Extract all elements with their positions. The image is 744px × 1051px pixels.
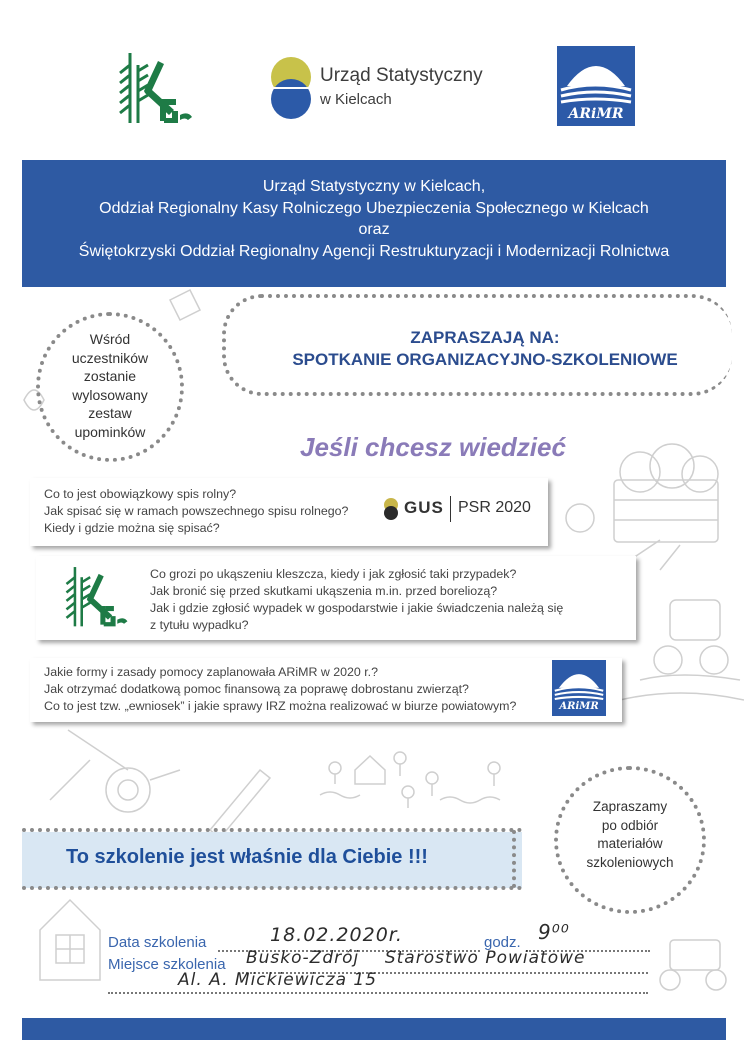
- materials-text: [560, 798, 700, 872]
- gus-psr-logo: [380, 496, 540, 524]
- section-heading: Jeśli chcesz wiedzieć: [300, 432, 566, 462]
- date-value: 18.02.2020r.: [270, 924, 403, 946]
- arimr-sun-fields-icon: [557, 46, 635, 106]
- question-item: Kiedy i gdzie można się spisać?: [44, 521, 220, 535]
- arimr-logo: [557, 46, 635, 126]
- invite-line-1: ZAPRASZAJĄ NA:: [410, 328, 560, 347]
- cta-dots-top: [22, 828, 522, 832]
- date-label: Data szkolenia: [108, 934, 207, 951]
- krus-card-logo: [58, 560, 130, 630]
- prize-line: Wśród: [89, 331, 131, 347]
- question-item: Jak spisać się w ramach powszechnego spisu rolnego?: [44, 504, 349, 518]
- prize-line: wylosowany: [72, 386, 148, 403]
- psr-logo-text: PSR 2020: [458, 499, 531, 516]
- cta-dots-right: [512, 830, 516, 888]
- cta-dots-bottom: [22, 886, 522, 890]
- prize-line: uczestników: [71, 349, 149, 366]
- materials-line: materiałów: [597, 836, 663, 851]
- us-name-line1: Urząd Statystyczny: [320, 65, 483, 86]
- invite-title: [250, 327, 720, 371]
- place-dotted-line-2: [108, 992, 648, 994]
- gus-logo-text: GUS: [404, 498, 444, 517]
- time-label: godz.: [484, 934, 521, 951]
- arimr-logo-text: ARiMR: [568, 106, 624, 122]
- gus-questions: [44, 486, 348, 537]
- prize-text: [46, 330, 174, 441]
- banner-line-2: Oddział Regionalny Kasy Rolniczego Ubezpieczenia Społecznego w Kielcach: [99, 199, 649, 217]
- question-item: Jakie formy i zasady pomocy zaplanowała ARiMR w 2020 r.?: [44, 665, 379, 679]
- krus-logo: [110, 45, 195, 127]
- cta-text: To szkolenie jest właśnie dla Ciebie !!!: [66, 846, 428, 868]
- invite-line-2: SPOTKANIE ORGANIZACYJNO-SZKOLENIOWE: [292, 350, 678, 369]
- place-label: Miejsce szkolenia: [108, 956, 226, 973]
- us-emblem-icon: [268, 55, 314, 121]
- banner-line-3: oraz: [358, 221, 390, 238]
- footer-bar: [22, 1018, 726, 1040]
- prize-line: zestaw: [88, 405, 132, 421]
- krus-wheat-icon: [58, 560, 130, 630]
- krus-questions: [150, 566, 563, 634]
- prize-line: upominków: [74, 423, 146, 440]
- materials-line: szkoleniowych: [586, 854, 674, 870]
- question-item: Jak bronić się przed skutkami ukąszenia m.in. przed boreliozą?: [150, 584, 498, 598]
- us-logo: [268, 55, 498, 121]
- materials-line: po odbiór: [601, 817, 659, 833]
- banner-line-4: Świętokrzyski Oddział Regionalny Agencji Restrukturyzacji i Modernizacji Rolnictwa: [78, 242, 670, 260]
- place-value-line-2: Al. A. Mickiewicza 15: [178, 970, 378, 990]
- question-item: Co to jest tzw. „ewniosek” i jakie sprawy IRZ można realizować w biurze powiatowym?: [44, 699, 517, 713]
- question-item: Co to jest obowiązkowy spis rolny?: [44, 487, 237, 501]
- question-item: Jak otrzymać dodatkową pomoc finansową za poprawę dobrostanu zwierząt?: [44, 682, 469, 696]
- question-item: z tytułu wypadku?: [150, 618, 249, 632]
- arimr-logo-text: ARiMR: [559, 701, 599, 712]
- materials-line: Zapraszamy: [592, 799, 668, 814]
- arimr-questions: [44, 664, 516, 715]
- time-value: 9⁰⁰: [538, 920, 570, 944]
- place-value-line-1: Busko-Zdrój Starostwo Powiatowe: [246, 948, 586, 968]
- question-item: Jak i gdzie zgłosić wypadek w gospodarstwie i jakie świadczenia należą się: [150, 601, 564, 615]
- prize-line: zostanie: [83, 368, 137, 384]
- gus-emblem-icon: [380, 498, 402, 520]
- arimr-sun-fields-icon: [552, 660, 606, 702]
- arimr-card-logo: [552, 660, 606, 716]
- krus-wheat-icon: [110, 45, 195, 127]
- logo-divider: [450, 496, 451, 522]
- banner-line-1: Urząd Statystyczny w Kielcach,: [262, 178, 486, 195]
- us-name-line2: w Kielcach: [320, 91, 392, 108]
- header-banner: [22, 160, 726, 287]
- question-item: Co grozi po ukąszeniu kleszcza, kiedy i jak zgłosić taki przypadek?: [150, 567, 517, 581]
